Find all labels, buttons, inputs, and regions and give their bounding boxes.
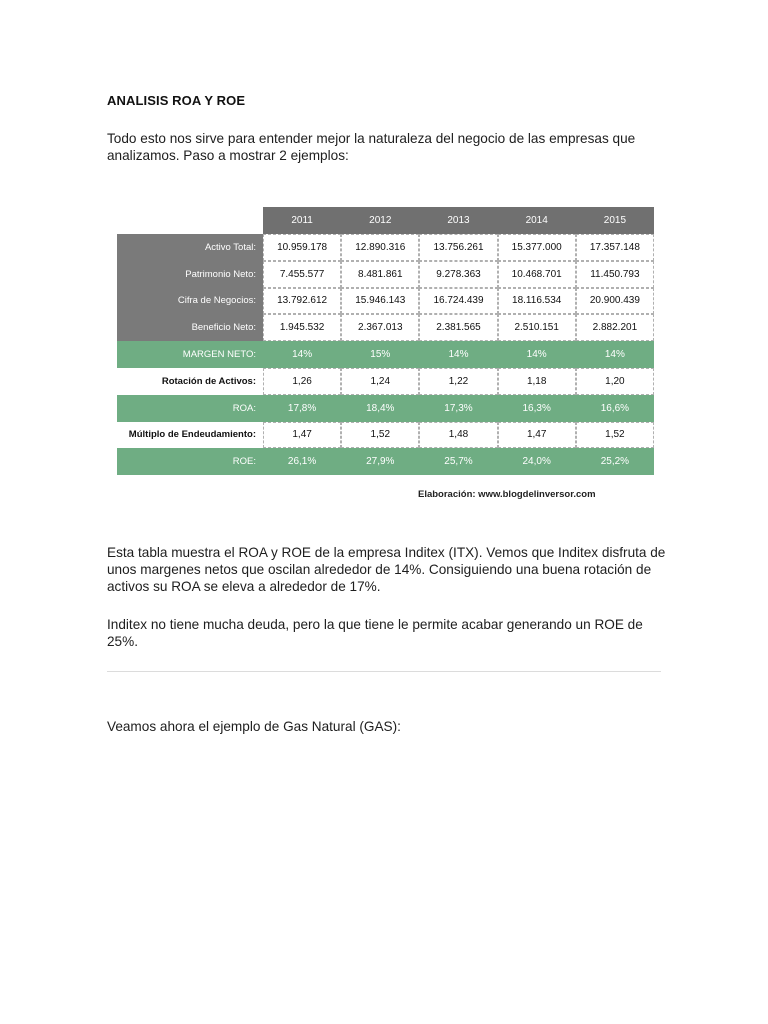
intro-paragraph: Todo esto nos sirve para entender mejor la naturaleza del negocio de las empresas que analizamos. Paso a mostrar 2 ejemplos: [107, 131, 636, 163]
table-cell: 1,18 [498, 368, 576, 395]
explanation-paragraph: Esta tabla muestra el ROA y ROE de la empresa Inditex (ITX). Vemos que Inditex disfruta de unos margenes netos que oscilan alrededor de 14%. Consiguiendo una buena rotación de activos su ROA se eleva a alrededor de 17%. [107, 545, 666, 594]
table-cell: 18.116.534 [498, 288, 576, 315]
table-cell: 1,26 [263, 368, 341, 395]
row-label: Activo Total: [117, 234, 263, 261]
table-cell: 27,9% [341, 448, 419, 475]
next-example-paragraph: Veamos ahora el ejemplo de Gas Natural (GAS): [107, 719, 401, 734]
table-cell: 8.481.861 [341, 261, 419, 288]
table-cell: 13.792.612 [263, 288, 341, 315]
table-cell: 25,2% [576, 448, 654, 475]
year-header: 2011 [263, 207, 341, 234]
table-credit: Elaboración: www.blogdelinversor.com [418, 489, 596, 500]
row-label: Rotación de Activos: [117, 368, 263, 395]
table-cell: 2.381.565 [419, 314, 497, 341]
table-cell: 2.882.201 [576, 314, 654, 341]
table-cell: 26,1% [263, 448, 341, 475]
row-label: Múltiplo de Endeudamiento: [117, 422, 263, 449]
table-cell: 14% [498, 341, 576, 368]
table-cell: 16,3% [498, 395, 576, 422]
table-cell: 17,8% [263, 395, 341, 422]
table-cell: 1.945.532 [263, 314, 341, 341]
table-cell: 20.900.439 [576, 288, 654, 315]
year-header: 2013 [419, 207, 497, 234]
table-cell: 17.357.148 [576, 234, 654, 261]
table-cell: 14% [419, 341, 497, 368]
table-cell: 2.510.151 [498, 314, 576, 341]
table-cell: 1,52 [341, 422, 419, 449]
table-cell: 15.946.143 [341, 288, 419, 315]
table-cell: 16,6% [576, 395, 654, 422]
table-cell: 11.450.793 [576, 261, 654, 288]
table-cell: 25,7% [419, 448, 497, 475]
table-cell: 1,48 [419, 422, 497, 449]
year-header: 2015 [576, 207, 654, 234]
row-label: ROE: [117, 448, 263, 475]
table-cell: 14% [576, 341, 654, 368]
table-cell: 18,4% [341, 395, 419, 422]
section-divider [107, 671, 661, 672]
table-cell: 13.756.261 [419, 234, 497, 261]
table-cell: 1,47 [263, 422, 341, 449]
row-label: MARGEN NETO: [117, 341, 263, 368]
year-header: 2012 [341, 207, 419, 234]
table-cell: 1,47 [498, 422, 576, 449]
table-cell: 15% [341, 341, 419, 368]
row-label: Beneficio Neto: [117, 314, 263, 341]
table-cell: 10.468.701 [498, 261, 576, 288]
row-label: Cifra de Negocios: [117, 288, 263, 315]
table-cell: 16.724.439 [419, 288, 497, 315]
table-corner [117, 207, 263, 234]
page-heading: ANALISIS ROA Y ROE [107, 93, 246, 108]
debt-paragraph: Inditex no tiene mucha deuda, pero la que tiene le permite acabar generando un ROE de 25%. [107, 617, 643, 649]
row-label: ROA: [117, 395, 263, 422]
table-cell: 1,22 [419, 368, 497, 395]
roa-roe-table [117, 207, 654, 475]
table-cell: 15.377.000 [498, 234, 576, 261]
table-cell: 7.455.577 [263, 261, 341, 288]
year-header: 2014 [498, 207, 576, 234]
row-label: Patrimonio Neto: [117, 261, 263, 288]
table-cell: 9.278.363 [419, 261, 497, 288]
table-cell: 17,3% [419, 395, 497, 422]
table-cell: 1,20 [576, 368, 654, 395]
table-cell: 1,24 [341, 368, 419, 395]
table-cell: 2.367.013 [341, 314, 419, 341]
table-cell: 1,52 [576, 422, 654, 449]
table-cell: 10.959.178 [263, 234, 341, 261]
table-cell: 12.890.316 [341, 234, 419, 261]
table-cell: 14% [263, 341, 341, 368]
table-cell: 24,0% [498, 448, 576, 475]
